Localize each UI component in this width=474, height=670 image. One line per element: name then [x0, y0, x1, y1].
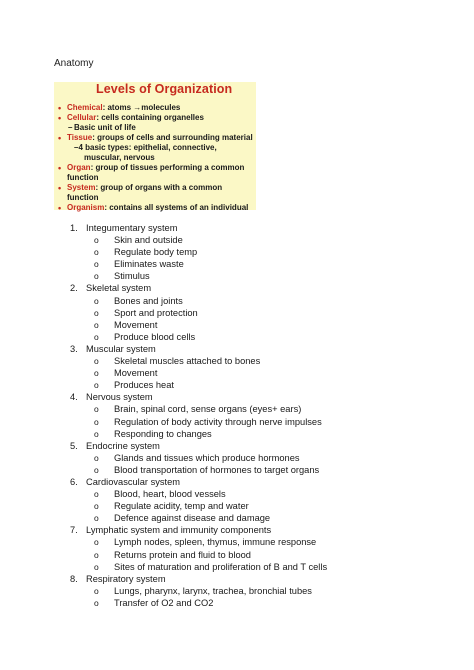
system-item [70, 222, 450, 282]
system-name: Integumentary system [86, 223, 178, 233]
system-number: 6. [70, 476, 78, 487]
organization-term: Cellular [67, 113, 97, 122]
organization-description: : contains all systems of an individual [104, 203, 249, 212]
system-item [70, 391, 450, 439]
system-name: Muscular system [86, 343, 156, 354]
system-point: o Bones and joints [70, 295, 450, 307]
system-number: 7. [70, 525, 78, 536]
organization-description: Basic unit of life [74, 123, 136, 132]
organization-item [58, 123, 254, 133]
system-point: o Regulate body temp [70, 246, 450, 258]
system-item [70, 343, 450, 391]
organization-description: : group of organs with a common function [67, 183, 223, 202]
system-point: o Responding to changes [70, 428, 450, 440]
system-point: o Sites of maturation and proliferation of B and T cells [70, 561, 450, 573]
organization-item [58, 103, 254, 113]
system-point: o Sport and protection [70, 307, 450, 319]
system-point: o Skeletal muscles attached to bones [70, 355, 450, 367]
box-title: Levels of Organization [96, 82, 233, 96]
system-item [70, 524, 450, 572]
system-point: o Stimulus [70, 270, 450, 282]
system-item [70, 282, 450, 342]
system-number: 5. [70, 440, 78, 451]
system-point: o Regulation of body activity through nerve impulses [70, 416, 450, 428]
system-name: Endocrine system [86, 440, 160, 451]
system-point: o Returns protein and fluid to blood [70, 549, 450, 561]
system-points [70, 295, 450, 343]
system-name: Cardiovascular system [86, 476, 181, 487]
system-name: Skeletal system [86, 283, 152, 294]
organization-item [58, 143, 254, 163]
system-heading [70, 573, 450, 585]
organization-description: : atoms →molecules [102, 103, 181, 112]
system-point: o Lungs, pharynx, larynx, trachea, bronchial tubes [70, 585, 450, 597]
system-heading [70, 524, 450, 536]
organization-description: : group of tissues performing a common function [67, 163, 245, 182]
system-point: o Produces heat [70, 379, 450, 391]
system-number: 3. [70, 343, 78, 354]
system-point: o Eliminates waste [70, 258, 450, 270]
organization-list [58, 103, 254, 213]
organization-description: –4 basic types: epithelial, connective, muscular, nervous [74, 143, 217, 162]
system-points [70, 234, 450, 282]
organization-description: : groups of cells and surrounding material [92, 133, 253, 142]
organization-term: Chemical [67, 103, 103, 112]
system-points [70, 488, 450, 524]
system-point: o Skin and outside [70, 234, 450, 246]
system-heading [70, 476, 450, 488]
system-point: o Blood transportation of hormones to target organs [70, 464, 450, 476]
system-point: o Glands and tissues which produce hormones [70, 452, 450, 464]
system-points [70, 585, 450, 609]
system-point: o Regulate acidity, temp and water [70, 500, 450, 512]
system-points [70, 403, 450, 439]
system-point: o Brain, spinal cord, sense organs (eyes+ ears) [70, 403, 450, 415]
organization-item [58, 133, 254, 143]
system-number: 1. [70, 223, 78, 233]
system-point: o Transfer of O2 and CO2 [70, 597, 450, 609]
system-name: Respiratory system [86, 573, 166, 584]
system-heading [70, 391, 450, 403]
organization-term: Tissue [67, 133, 93, 142]
page-title: Anatomy [54, 58, 94, 69]
system-point: o Produce blood cells [70, 331, 450, 343]
organization-item [58, 163, 254, 183]
system-heading [70, 440, 450, 452]
organization-term: Organism [67, 203, 105, 212]
system-point: o Movement [70, 367, 450, 379]
organization-item [58, 203, 254, 213]
system-point: o Blood, heart, blood vessels [70, 488, 450, 500]
system-point: o Movement [70, 319, 450, 331]
system-number: 4. [70, 392, 78, 403]
organization-term: System [67, 183, 96, 192]
system-heading [70, 282, 450, 294]
system-points [70, 536, 450, 572]
organization-item [58, 183, 254, 203]
system-point: o Defence against disease and damage [70, 512, 450, 524]
organization-term: Organ [67, 163, 91, 172]
system-name: Nervous system [86, 392, 153, 403]
organization-item [58, 113, 254, 123]
system-heading [70, 222, 450, 234]
system-point: o Lymph nodes, spleen, thymus, immune response [70, 536, 450, 548]
system-heading [70, 343, 450, 355]
levels-of-organization-box [54, 82, 256, 210]
system-item [70, 440, 450, 476]
organization-description: : cells containing organelles [96, 113, 204, 122]
system-item [70, 573, 450, 609]
system-points [70, 452, 450, 476]
system-name: Lymphatic system and immunity components [86, 525, 272, 536]
body-systems-list [70, 222, 450, 609]
system-number: 2. [70, 283, 78, 294]
system-item [70, 476, 450, 524]
system-points [70, 355, 450, 391]
system-number: 8. [70, 573, 78, 584]
